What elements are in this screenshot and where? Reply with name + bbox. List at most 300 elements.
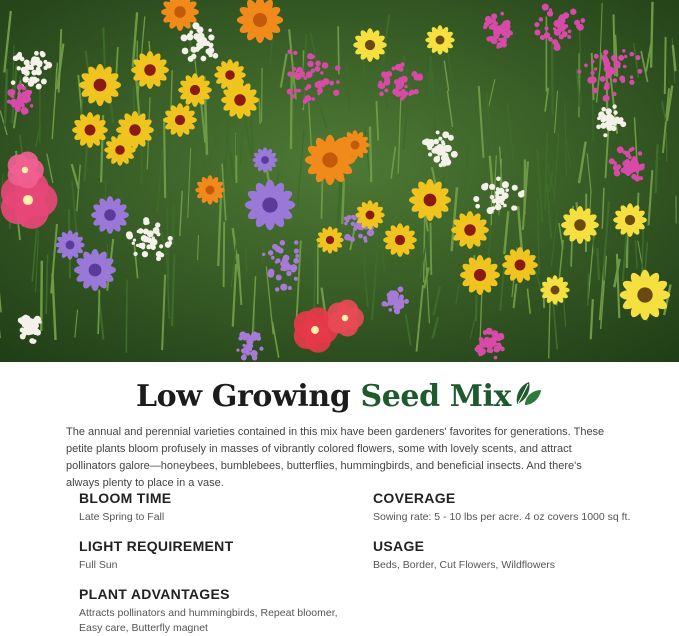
phlox-flower	[542, 4, 549, 11]
phlox-flower	[297, 89, 301, 93]
phlox-flower	[311, 69, 315, 73]
ageratum-flower	[250, 351, 255, 356]
phlox-flower	[554, 44, 561, 51]
alyssum-flower	[473, 196, 479, 202]
alyssum-flower	[22, 76, 29, 83]
phlox-flower	[491, 13, 497, 19]
alyssum-flower	[11, 80, 16, 85]
spec-usage	[373, 538, 663, 573]
spec-label: BLOOM TIME	[79, 490, 339, 506]
spec-light-requirement	[79, 538, 339, 573]
alyssum-flower	[213, 53, 219, 59]
alyssum-flower	[29, 65, 34, 70]
phlox-flower	[315, 61, 321, 67]
page-title	[0, 378, 679, 416]
phlox-flower	[491, 23, 497, 29]
ageratum-flower	[280, 240, 286, 246]
phlox-flower	[287, 89, 293, 95]
alyssum-flower	[41, 79, 47, 85]
alyssum-flower	[605, 108, 611, 114]
alyssum-flower	[431, 148, 437, 154]
phlox-flower	[567, 35, 571, 39]
alyssum-flower	[147, 231, 153, 237]
alyssum-flower	[39, 320, 42, 323]
phlox-flower	[534, 22, 539, 27]
phlox-flower	[501, 42, 507, 48]
phlox-flower	[600, 76, 606, 82]
alyssum-flower	[208, 34, 214, 40]
grass-blade	[126, 279, 127, 352]
phlox-flower	[611, 55, 617, 61]
grass-blade	[665, 37, 666, 94]
phlox-flower	[602, 55, 608, 61]
ageratum-flower	[295, 254, 299, 258]
alyssum-flower	[33, 339, 36, 342]
phlox-flower	[317, 92, 320, 95]
alyssum-flower	[620, 121, 626, 127]
alyssum-flower	[17, 66, 21, 70]
spec-coverage	[373, 490, 663, 525]
phlox-flower	[404, 85, 408, 89]
phlox-flower	[23, 93, 29, 99]
phlox-flower	[22, 110, 27, 115]
alyssum-flower	[36, 83, 42, 89]
phlox-flower	[295, 73, 301, 79]
grass-blade	[41, 261, 42, 331]
ageratum-flower	[389, 308, 393, 312]
spec-plant-advantages	[79, 586, 349, 636]
ageratum-flower	[251, 331, 258, 338]
alyssum-flower	[442, 131, 449, 138]
ageratum-flower	[293, 258, 299, 264]
ageratum-flower	[278, 248, 284, 254]
phlox-flower	[303, 76, 307, 80]
phlox-flower	[400, 96, 404, 100]
spec-value: Beds, Border, Cut Flowers, Wildflowers	[373, 558, 663, 573]
phlox-flower	[384, 88, 388, 92]
ageratum-flower	[294, 240, 298, 244]
phlox-flower	[506, 29, 511, 34]
phlox-flower	[414, 89, 419, 94]
alyssum-flower	[34, 51, 39, 56]
phlox-flower	[18, 98, 23, 103]
phlox-flower	[626, 154, 630, 158]
alyssum-flower	[429, 139, 434, 144]
phlox-flower	[497, 333, 504, 340]
alyssum-flower	[200, 39, 203, 42]
phlox-flower	[479, 337, 483, 341]
alyssum-flower	[33, 331, 37, 335]
phlox-flower	[594, 67, 597, 70]
phlox-flower	[544, 26, 548, 30]
alyssum-flower	[198, 33, 205, 40]
alyssum-flower	[499, 196, 502, 199]
alyssum-flower	[151, 245, 156, 250]
phlox-flower	[584, 64, 588, 68]
grass-blade	[259, 98, 260, 124]
phlox-flower	[624, 163, 629, 168]
alyssum-flower	[30, 325, 37, 332]
phlox-flower	[500, 12, 504, 16]
phlox-flower	[638, 151, 642, 155]
ageratum-flower	[398, 286, 404, 292]
alyssum-flower	[451, 151, 458, 158]
phlox-flower	[570, 8, 577, 15]
alyssum-flower	[27, 318, 34, 325]
alyssum-flower	[192, 22, 199, 29]
phlox-flower	[604, 84, 610, 90]
phlox-flower	[479, 344, 484, 349]
alyssum-flower	[181, 34, 188, 41]
alyssum-flower	[612, 122, 616, 126]
phlox-flower	[307, 61, 313, 67]
alyssum-flower	[487, 207, 494, 214]
alyssum-flower	[155, 222, 160, 227]
alyssum-flower	[598, 111, 604, 117]
phlox-flower	[623, 65, 627, 69]
phlox-flower	[589, 77, 593, 81]
alyssum-flower	[186, 34, 193, 41]
alyssum-flower	[438, 152, 441, 155]
alyssum-flower	[503, 204, 507, 208]
phlox-flower	[564, 24, 568, 28]
alyssum-flower	[490, 195, 495, 200]
alyssum-flower	[438, 137, 442, 141]
ageratum-flower	[344, 222, 348, 226]
ageratum-flower	[393, 294, 399, 300]
grass-blade	[430, 223, 431, 275]
phlox-flower	[287, 71, 292, 76]
alyssum-flower	[445, 145, 452, 152]
alyssum-flower	[188, 56, 194, 62]
alyssum-flower	[154, 228, 158, 232]
phlox-flower	[484, 22, 489, 27]
grass-blade	[614, 14, 615, 75]
phlox-flower	[311, 97, 315, 101]
spec-value: Late Spring to Fall	[79, 510, 339, 525]
phlox-flower	[496, 342, 501, 347]
phlox-flower	[487, 342, 494, 349]
alyssum-flower	[168, 241, 172, 245]
ageratum-flower	[236, 349, 239, 352]
phlox-flower	[607, 69, 611, 73]
phlox-flower	[293, 51, 297, 55]
phlox-flower	[549, 8, 552, 11]
alyssum-flower	[433, 139, 439, 145]
alyssum-flower	[152, 236, 155, 239]
alyssum-flower	[606, 116, 612, 122]
phlox-flower	[304, 95, 311, 102]
ageratum-flower	[344, 216, 348, 220]
phlox-flower	[297, 67, 302, 72]
phlox-flower	[613, 78, 618, 83]
phlox-flower	[293, 88, 297, 92]
ageratum-flower	[268, 250, 273, 255]
alyssum-flower	[498, 188, 505, 195]
alyssum-flower	[36, 78, 40, 82]
phlox-flower	[483, 344, 487, 348]
alyssum-flower	[37, 60, 43, 66]
phlox-flower	[621, 79, 626, 84]
alyssum-flower	[496, 176, 501, 181]
alyssum-flower	[603, 133, 607, 137]
phlox-flower	[498, 38, 501, 41]
grass-blade	[651, 2, 652, 68]
phlox-flower	[617, 146, 624, 153]
phlox-flower	[630, 76, 633, 79]
ageratum-flower	[347, 236, 352, 241]
phlox-flower	[21, 103, 25, 107]
phlox-flower	[321, 80, 326, 85]
phlox-flower	[539, 17, 544, 22]
alyssum-flower	[21, 67, 27, 73]
phlox-flower	[504, 20, 510, 26]
phlox-flower	[617, 64, 621, 68]
phlox-flower	[308, 74, 311, 77]
phlox-flower	[603, 50, 608, 55]
ageratum-flower	[262, 253, 265, 256]
phlox-flower	[379, 83, 385, 89]
phlox-flower	[590, 71, 594, 75]
alyssum-flower	[512, 185, 518, 191]
phlox-flower	[398, 80, 405, 87]
ageratum-flower	[294, 248, 299, 253]
alyssum-flower	[17, 52, 22, 57]
intro-paragraph: The annual and perennial varieties contained in this mix have been gardeners' favorites for generations. These petite plants bloom profusely in masses of vibrantly colored flowers, some with lovely scents, and attract pollinators galore—honeybees, bumblebees, butterflies, hummingbirds, and beneficial insects. And there's always plenty to place in a vase.	[66, 424, 616, 492]
alyssum-flower	[160, 253, 165, 258]
phlox-flower	[577, 70, 581, 74]
alyssum-flower	[40, 52, 46, 58]
phlox-flower	[635, 55, 640, 60]
alyssum-flower	[481, 183, 488, 190]
phlox-flower	[392, 67, 396, 71]
alyssum-flower	[596, 124, 601, 129]
alyssum-flower	[422, 139, 428, 145]
spec-label: PLANT ADVANTAGES	[79, 586, 349, 602]
ageratum-flower	[394, 309, 397, 312]
phlox-flower	[395, 91, 401, 97]
phlox-flower	[568, 30, 572, 34]
alyssum-flower	[489, 184, 495, 190]
alyssum-flower	[443, 156, 449, 162]
ageratum-flower	[404, 299, 409, 304]
ageratum-flower	[288, 286, 292, 290]
phlox-flower	[307, 53, 313, 59]
alyssum-flower	[132, 242, 135, 245]
phlox-flower	[320, 71, 323, 74]
alyssum-flower	[143, 236, 149, 242]
grass-blade	[342, 178, 344, 224]
ageratum-flower	[283, 255, 290, 262]
phlox-flower	[501, 31, 506, 36]
alyssum-flower	[441, 142, 445, 146]
phlox-flower	[18, 83, 23, 88]
phlox-flower	[548, 37, 553, 42]
phlox-flower	[639, 176, 643, 180]
phlox-flower	[322, 62, 329, 69]
alyssum-flower	[137, 230, 140, 233]
ageratum-flower	[286, 271, 291, 276]
alyssum-flower	[196, 49, 199, 52]
phlox-flower	[379, 92, 384, 97]
grass-blade	[429, 56, 430, 103]
alyssum-flower	[142, 251, 148, 257]
phlox-flower	[416, 74, 423, 81]
grass-blade	[262, 68, 263, 122]
alyssum-flower	[438, 149, 442, 153]
alyssum-flower	[427, 145, 432, 150]
phlox-flower	[493, 29, 500, 36]
phlox-flower	[629, 80, 634, 85]
phlox-flower	[494, 356, 498, 360]
ageratum-flower	[364, 239, 368, 243]
spec-label: LIGHT REQUIREMENT	[79, 538, 339, 554]
spec-value: Sowing rate: 5 - 10 lbs per acre. 4 oz covers 1000 sq ft.	[373, 510, 663, 525]
phlox-flower	[641, 163, 644, 166]
ageratum-flower	[275, 287, 279, 291]
ageratum-flower	[398, 298, 404, 304]
phlox-flower	[634, 166, 640, 172]
alyssum-flower	[198, 30, 202, 34]
ageratum-flower	[245, 348, 250, 353]
alyssum-flower	[612, 104, 616, 108]
phlox-flower	[629, 52, 634, 57]
phlox-flower	[629, 148, 633, 152]
spec-value: Full Sun	[79, 558, 339, 573]
alyssum-flower	[182, 48, 189, 55]
spec-label: COVERAGE	[373, 490, 663, 506]
alyssum-flower	[24, 59, 30, 65]
alyssum-flower	[201, 56, 207, 62]
ageratum-flower	[283, 261, 289, 267]
phlox-flower	[502, 38, 505, 41]
alyssum-flower	[199, 42, 203, 46]
ageratum-flower	[367, 232, 370, 235]
alyssum-flower	[168, 236, 173, 241]
phlox-flower	[488, 348, 493, 353]
phlox-flower	[562, 31, 568, 37]
phlox-flower	[335, 65, 340, 70]
phlox-flower	[591, 60, 595, 64]
phlox-flower	[9, 89, 16, 96]
phlox-flower	[15, 106, 21, 112]
grass-blade	[370, 127, 371, 183]
alyssum-flower	[143, 217, 149, 223]
phlox-flower	[290, 94, 295, 99]
phlox-flower	[381, 72, 388, 79]
leaf-icon	[513, 378, 543, 416]
alyssum-flower	[505, 188, 509, 192]
alyssum-flower	[138, 244, 142, 248]
spec-value: Attracts pollinators and hummingbirds, Repeat bloomer, Easy care, Butterfly magnet	[79, 606, 349, 636]
alyssum-flower	[126, 233, 133, 240]
phlox-flower	[306, 84, 311, 89]
spec-label: USAGE	[373, 538, 663, 554]
phlox-flower	[28, 90, 32, 94]
phlox-flower	[292, 67, 296, 71]
alyssum-flower	[133, 238, 136, 241]
alyssum-flower	[208, 28, 212, 32]
phlox-flower	[333, 90, 339, 96]
alyssum-flower	[601, 107, 606, 112]
phlox-flower	[554, 29, 560, 35]
ageratum-flower	[242, 344, 245, 347]
ageratum-flower	[294, 277, 298, 281]
alyssum-flower	[512, 206, 517, 211]
ageratum-flower	[246, 338, 253, 345]
phlox-flower	[315, 66, 321, 72]
phlox-flower	[287, 49, 292, 54]
alyssum-flower	[31, 70, 37, 76]
phlox-flower	[592, 88, 598, 94]
phlox-flower	[603, 95, 610, 102]
alyssum-flower	[436, 155, 440, 159]
ageratum-flower	[280, 284, 287, 291]
alyssum-flower	[45, 62, 52, 69]
alyssum-flower	[502, 181, 509, 188]
phlox-flower	[612, 92, 616, 96]
alyssum-flower	[22, 332, 27, 337]
phlox-flower	[24, 99, 28, 103]
alyssum-flower	[159, 244, 163, 248]
ageratum-flower	[388, 296, 391, 299]
title-part-2: Seed Mix	[360, 379, 511, 414]
ageratum-flower	[245, 333, 251, 339]
phlox-flower	[580, 18, 585, 23]
alyssum-flower	[428, 152, 432, 156]
alyssum-flower	[497, 205, 502, 210]
grass-blade	[588, 273, 589, 305]
ageratum-flower	[275, 260, 279, 264]
alyssum-flower	[205, 41, 210, 46]
grass-blade	[164, 118, 165, 198]
phlox-flower	[534, 29, 540, 35]
title-part-1: Low Growing	[136, 379, 350, 414]
phlox-flower	[632, 160, 635, 163]
phlox-flower	[395, 64, 402, 71]
phlox-flower	[404, 91, 409, 96]
alyssum-flower	[475, 204, 480, 209]
phlox-flower	[638, 69, 643, 74]
phlox-flower	[10, 100, 15, 105]
ageratum-flower	[384, 302, 388, 306]
ageratum-flower	[271, 256, 275, 260]
grass-blade	[291, 73, 292, 149]
grass-blade	[552, 40, 553, 115]
phlox-flower	[613, 161, 617, 165]
alyssum-flower	[436, 130, 440, 134]
alyssum-flower	[208, 53, 213, 58]
ageratum-flower	[280, 267, 283, 270]
phlox-flower	[479, 348, 486, 355]
grass-blade	[476, 295, 477, 321]
phlox-flower	[556, 21, 562, 27]
alyssum-flower	[133, 252, 137, 256]
phlox-flower	[336, 80, 340, 84]
phlox-flower	[491, 37, 498, 44]
phlox-flower	[594, 54, 599, 59]
grass-blade	[224, 222, 225, 287]
ageratum-flower	[387, 301, 391, 305]
alyssum-flower	[601, 118, 606, 123]
ageratum-flower	[243, 355, 247, 359]
alyssum-flower	[29, 77, 35, 83]
phlox-flower	[605, 74, 610, 79]
phlox-flower	[574, 20, 580, 26]
phlox-flower	[614, 170, 621, 177]
alyssum-flower	[521, 190, 524, 193]
alyssum-flower	[613, 110, 617, 114]
